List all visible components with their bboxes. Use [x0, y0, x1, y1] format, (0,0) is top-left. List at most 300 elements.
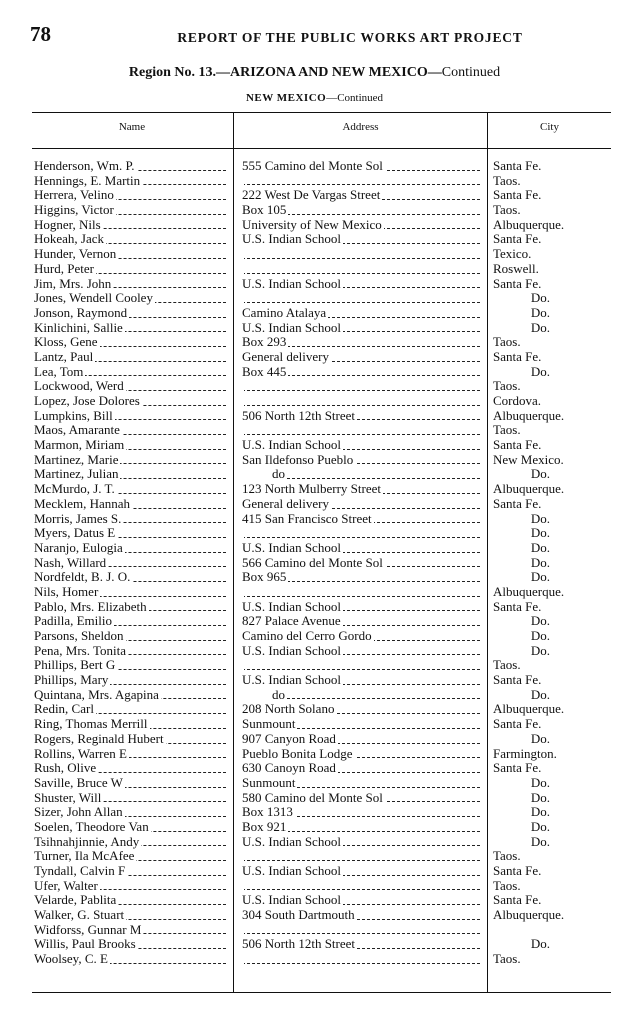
- name-cell: [34, 570, 230, 585]
- address-cell: [242, 321, 484, 336]
- address-text: University of New Mexico: [242, 217, 382, 232]
- city-cell: [493, 761, 611, 776]
- city-text: Farmington.: [493, 746, 557, 761]
- name-text: Naranjo, Eulogia: [34, 540, 123, 555]
- name-text: Mecklem, Hannah: [34, 496, 131, 511]
- table-row: [0, 541, 629, 556]
- name-text: Phillips, Mary: [34, 673, 109, 688]
- address-cell: [242, 600, 484, 615]
- address-text: General delivery: [242, 349, 329, 364]
- table-row: [0, 791, 629, 806]
- city-cell: [493, 556, 588, 571]
- city-text: Do.: [530, 937, 551, 952]
- city-cell: [493, 291, 588, 306]
- name-cell: [34, 761, 230, 776]
- name-text: Shuster, Will: [34, 790, 102, 805]
- city-text: Santa Fe.: [493, 761, 542, 776]
- city-text: Do.: [530, 570, 551, 585]
- city-cell: [493, 776, 588, 791]
- table-row: [0, 849, 629, 864]
- address-cell: [242, 908, 484, 923]
- table-row: [0, 526, 629, 541]
- name-cell: [34, 291, 230, 306]
- address-cell: [242, 394, 484, 409]
- address-cell: [242, 379, 484, 394]
- table-header-rule: [32, 148, 611, 149]
- city-cell: [493, 864, 611, 879]
- name-text: Hunder, Vernon: [34, 247, 117, 262]
- city-text: Santa Fe.: [493, 864, 542, 878]
- name-text: Pena, Mrs. Tonita: [34, 643, 127, 658]
- address-text: U.S. Indian School: [242, 232, 341, 247]
- address-cell: [242, 174, 484, 189]
- city-cell: [493, 174, 611, 189]
- city-cell: [493, 335, 611, 350]
- page-number: 78: [30, 22, 51, 46]
- city-text: Albuquerque.: [493, 584, 565, 599]
- city-text: Santa Fe.: [493, 188, 542, 203]
- address-cell: [242, 306, 484, 321]
- address-text: 208 North Solano: [242, 702, 335, 717]
- city-text: Santa Fe.: [493, 276, 542, 291]
- name-cell: [34, 247, 230, 262]
- name-text: McMurdo, J. T.: [34, 482, 115, 497]
- address-text: Pueblo Bonita Lodge: [242, 746, 353, 761]
- address-cell: [242, 658, 484, 673]
- table-row: [0, 423, 629, 438]
- city-cell: [493, 688, 588, 703]
- city-cell: [493, 497, 611, 512]
- name-text: Marmon, Miriam: [34, 438, 125, 453]
- address-text: General delivery: [242, 496, 329, 511]
- city-cell: [493, 658, 611, 673]
- name-text: Jim, Mrs. John: [34, 276, 112, 291]
- name-text: Quintana, Mrs. Agapina: [34, 687, 159, 702]
- name-text: Ufer, Walter: [34, 878, 98, 893]
- city-cell: [493, 526, 588, 541]
- name-cell: [34, 409, 230, 424]
- address-cell: [242, 291, 484, 306]
- city-text: Taos.: [493, 423, 521, 438]
- name-cell: [34, 350, 230, 365]
- address-text: Sunmount: [242, 717, 296, 732]
- name-cell: [34, 174, 230, 189]
- column-header-city: City: [540, 121, 559, 133]
- address-cell: [242, 570, 484, 585]
- city-text: Do.: [530, 790, 551, 805]
- name-cell: [34, 365, 230, 380]
- name-cell: [34, 732, 230, 747]
- city-cell: [493, 423, 611, 438]
- table-row: [0, 908, 629, 923]
- name-text: Lea, Tom: [34, 364, 84, 379]
- address-cell: [242, 747, 484, 762]
- table-row: [0, 776, 629, 791]
- name-cell: [34, 688, 230, 703]
- name-cell: [34, 673, 230, 688]
- address-text: 506 North 12th Street: [242, 937, 356, 952]
- subregion-label: NEW MEXICO: [245, 92, 327, 104]
- name-text: Kloss, Gene: [34, 335, 98, 350]
- city-text: Santa Fe.: [493, 349, 542, 364]
- name-text: Jones, Wendell Cooley: [34, 291, 153, 306]
- table-row: [0, 188, 629, 203]
- city-text: Taos.: [493, 952, 521, 967]
- city-text: Do.: [530, 511, 551, 526]
- address-text: Camino Atalaya: [242, 305, 327, 320]
- address-text: [242, 585, 244, 599]
- table-row: [0, 570, 629, 585]
- city-cell: [493, 350, 611, 365]
- name-cell: [34, 879, 230, 894]
- address-cell: [242, 467, 484, 482]
- address-text: 222 West De Vargas Street: [242, 188, 381, 203]
- city-cell: [493, 747, 611, 762]
- table-row: [0, 512, 629, 527]
- table-row: [0, 482, 629, 497]
- city-text: Taos.: [493, 658, 521, 673]
- name-text: Hennings, E. Martin: [34, 173, 141, 188]
- city-cell: [493, 512, 588, 527]
- address-cell: [242, 541, 484, 556]
- name-cell: [34, 203, 230, 218]
- table-row: [0, 820, 629, 835]
- city-cell: [493, 232, 611, 247]
- city-cell: [493, 188, 611, 203]
- city-text: Santa Fe.: [493, 673, 542, 688]
- table-bottom-rule: [32, 992, 611, 993]
- city-cell: [493, 835, 588, 850]
- name-text: Maos, Amarante: [34, 423, 120, 438]
- address-text: Box 921: [242, 819, 287, 834]
- city-text: Taos.: [493, 335, 521, 350]
- region-continued: Continued: [441, 65, 501, 80]
- table-row: [0, 614, 629, 629]
- name-cell: [34, 232, 230, 247]
- city-text: Cordova.: [493, 394, 542, 408]
- address-text: 415 San Francisco Street: [242, 511, 372, 526]
- address-cell: [242, 791, 484, 806]
- name-text: Walker, G. Stuart: [34, 908, 125, 923]
- address-cell: [242, 849, 484, 864]
- name-text: Widforss, Gunnar M: [34, 922, 142, 937]
- city-text: Santa Fe.: [493, 599, 542, 614]
- city-cell: [493, 570, 588, 585]
- name-text: Myers, Datus E: [34, 526, 116, 541]
- city-cell: [493, 629, 588, 644]
- city-cell: [493, 732, 588, 747]
- address-cell: [242, 805, 484, 820]
- address-cell: [242, 879, 484, 894]
- address-cell: [242, 335, 484, 350]
- city-text: Do.: [530, 687, 551, 702]
- table-row: [0, 717, 629, 732]
- table-row: [0, 379, 629, 394]
- directory-table-body: [0, 159, 629, 967]
- city-cell: [493, 820, 588, 835]
- address-cell: [242, 203, 484, 218]
- name-cell: [34, 629, 230, 644]
- name-text: Turner, Ila McAfee: [34, 849, 135, 864]
- address-cell: [242, 893, 484, 908]
- city-cell: [493, 409, 611, 424]
- address-cell: [242, 423, 484, 438]
- address-text: Box 105: [242, 203, 287, 218]
- city-cell: [493, 791, 588, 806]
- city-text: Do.: [530, 467, 551, 482]
- table-row: [0, 644, 629, 659]
- address-text: Box 965: [242, 570, 287, 585]
- name-cell: [34, 893, 230, 908]
- city-text: Santa Fe.: [493, 717, 542, 732]
- city-text: Do.: [530, 555, 551, 570]
- table-row: [0, 923, 629, 938]
- address-cell: [242, 232, 484, 247]
- name-cell: [34, 321, 230, 336]
- address-text: [242, 423, 244, 437]
- name-cell: [34, 262, 230, 277]
- address-cell: [242, 629, 484, 644]
- column-header-name: Name: [118, 121, 146, 133]
- city-text: Albuquerque.: [493, 908, 565, 923]
- name-cell: [34, 614, 230, 629]
- name-text: Hurd, Peter: [34, 261, 94, 276]
- address-cell: [242, 717, 484, 732]
- address-text: do: [242, 688, 287, 702]
- city-text: Texico.: [493, 247, 532, 262]
- name-cell: [34, 702, 230, 717]
- column-header-address: Address: [342, 121, 379, 133]
- address-cell: [242, 644, 484, 659]
- address-text: [242, 923, 244, 937]
- address-text: Box 1313: [242, 805, 293, 820]
- name-text: Nils, Homer: [34, 584, 99, 599]
- city-cell: [493, 908, 611, 923]
- name-text: Lantz, Paul: [34, 349, 94, 364]
- address-text: U.S. Indian School: [242, 540, 341, 555]
- name-cell: [34, 453, 230, 468]
- name-cell: [34, 952, 230, 967]
- name-cell: [34, 791, 230, 806]
- table-row: [0, 335, 629, 350]
- name-cell: [34, 394, 230, 409]
- table-row: [0, 893, 629, 908]
- address-cell: [242, 732, 484, 747]
- table-row: [0, 159, 629, 174]
- address-text: [242, 952, 244, 966]
- address-cell: [242, 218, 484, 233]
- address-cell: [242, 835, 484, 850]
- address-text: U.S. Indian School: [242, 673, 341, 688]
- city-cell: [493, 365, 588, 380]
- name-cell: [34, 937, 230, 952]
- running-title: REPORT OF THE PUBLIC WORKS ART PROJECT: [177, 30, 523, 45]
- name-cell: [34, 379, 230, 394]
- address-cell: [242, 512, 484, 527]
- table-row: [0, 805, 629, 820]
- table-row: [0, 747, 629, 762]
- city-cell: [493, 277, 611, 292]
- name-text: Sizer, John Allan: [34, 805, 123, 820]
- address-cell: [242, 262, 484, 277]
- city-cell: [493, 923, 611, 938]
- city-text: Do.: [530, 775, 551, 790]
- city-cell: [493, 879, 611, 894]
- table-row: [0, 732, 629, 747]
- name-text: Morris, James S.: [34, 511, 122, 526]
- city-cell: [493, 614, 588, 629]
- address-text: 827 Palace Avenue: [242, 614, 341, 629]
- city-text: Santa Fe.: [493, 496, 542, 511]
- address-text: [242, 379, 244, 393]
- name-text: Pablo, Mrs. Elizabeth: [34, 599, 147, 614]
- city-text: Do.: [530, 643, 551, 658]
- address-cell: [242, 702, 484, 717]
- city-text: Do.: [530, 364, 551, 379]
- table-row: [0, 291, 629, 306]
- address-text: 630 Canoyn Road: [242, 761, 336, 776]
- city-cell: [493, 702, 611, 717]
- address-text: 555 Camino del Monte Sol: [242, 159, 383, 173]
- name-cell: [34, 423, 230, 438]
- address-text: do: [242, 467, 287, 481]
- address-text: Camino del Cerro Gordo: [242, 629, 372, 643]
- city-cell: [493, 379, 611, 394]
- city-cell: [493, 805, 588, 820]
- table-row: [0, 218, 629, 233]
- name-cell: [34, 600, 230, 615]
- name-text: Tsihnahjinnie, Andy: [34, 834, 140, 849]
- name-text: Woolsey, C. E: [34, 952, 108, 967]
- name-text: Willis, Paul Brooks: [34, 937, 136, 952]
- city-text: Santa Fe.: [493, 159, 542, 173]
- city-text: Taos.: [493, 203, 521, 218]
- city-text: Do.: [530, 819, 551, 834]
- address-text: Box 445: [242, 364, 287, 379]
- address-cell: [242, 614, 484, 629]
- city-cell: [493, 247, 611, 262]
- address-cell: [242, 673, 484, 688]
- address-text: [242, 526, 244, 540]
- address-text: [242, 174, 244, 188]
- table-row: [0, 174, 629, 189]
- table-row: [0, 306, 629, 321]
- region-label: Region No. 13.—ARIZONA AND NEW MEXICO—: [128, 65, 442, 80]
- city-text: Albuquerque.: [493, 702, 565, 717]
- city-text: Do.: [530, 291, 551, 306]
- name-text: Jonson, Raymond: [34, 305, 128, 320]
- city-text: Santa Fe.: [493, 893, 542, 908]
- city-cell: [493, 218, 611, 233]
- name-text: Martinez, Julian: [34, 467, 119, 482]
- address-cell: [242, 820, 484, 835]
- city-cell: [493, 438, 611, 453]
- subregion-heading: [0, 92, 629, 104]
- table-row: [0, 438, 629, 453]
- table-row: [0, 952, 629, 967]
- address-cell: [242, 923, 484, 938]
- city-cell: [493, 203, 611, 218]
- name-text: Henderson, Wm. P.: [34, 159, 135, 173]
- name-text: Hogner, Nils: [34, 217, 101, 232]
- address-cell: [242, 453, 484, 468]
- address-text: 580 Camino del Monte Sol: [242, 790, 383, 805]
- table-row: [0, 761, 629, 776]
- table-row: [0, 203, 629, 218]
- name-cell: [34, 541, 230, 556]
- address-text: U.S. Indian School: [242, 864, 341, 878]
- address-text: [242, 262, 244, 276]
- table-row: [0, 864, 629, 879]
- name-cell: [34, 497, 230, 512]
- city-cell: [493, 717, 611, 732]
- city-text: Santa Fe.: [493, 438, 542, 453]
- table-row: [0, 453, 629, 468]
- address-text: 304 South Dartmouth: [242, 908, 355, 923]
- city-cell: [493, 673, 611, 688]
- table-row: [0, 658, 629, 673]
- address-text: [242, 849, 244, 863]
- city-text: Taos.: [493, 173, 521, 188]
- address-cell: [242, 497, 484, 512]
- name-text: Padilla, Emilio: [34, 614, 112, 629]
- city-cell: [493, 849, 611, 864]
- address-text: [242, 291, 244, 305]
- address-cell: [242, 526, 484, 541]
- name-cell: [34, 805, 230, 820]
- table-row: [0, 467, 629, 482]
- table-row: [0, 879, 629, 894]
- city-text: Taos.: [493, 878, 521, 893]
- city-cell: [493, 600, 611, 615]
- address-text: Box 293: [242, 335, 287, 350]
- name-cell: [34, 717, 230, 732]
- name-cell: [34, 585, 230, 600]
- name-text: Higgins, Victor: [34, 203, 114, 218]
- city-text: Do.: [530, 320, 551, 335]
- name-cell: [34, 849, 230, 864]
- address-text: U.S. Indian School: [242, 599, 341, 614]
- address-text: U.S. Indian School: [242, 834, 341, 849]
- table-row: [0, 277, 629, 292]
- address-cell: [242, 159, 484, 174]
- address-cell: [242, 350, 484, 365]
- name-text: Lumpkins, Bill: [34, 408, 113, 423]
- address-cell: [242, 761, 484, 776]
- table-row: [0, 247, 629, 262]
- table-row: [0, 688, 629, 703]
- address-cell: [242, 937, 484, 952]
- address-cell: [242, 688, 484, 703]
- city-text: Do.: [530, 540, 551, 555]
- table-row: [0, 394, 629, 409]
- name-cell: [34, 923, 230, 938]
- name-text: Nash, Willard: [34, 555, 107, 570]
- city-text: Roswell.: [493, 261, 539, 276]
- address-text: U.S. Indian School: [242, 438, 341, 453]
- table-row: [0, 232, 629, 247]
- table-row: [0, 350, 629, 365]
- name-cell: [34, 467, 230, 482]
- address-cell: [242, 776, 484, 791]
- table-row: [0, 702, 629, 717]
- table-row: [0, 365, 629, 380]
- name-cell: [34, 438, 230, 453]
- address-cell: [242, 247, 484, 262]
- name-text: Rush, Olive: [34, 761, 97, 776]
- city-cell: [493, 585, 611, 600]
- name-cell: [34, 644, 230, 659]
